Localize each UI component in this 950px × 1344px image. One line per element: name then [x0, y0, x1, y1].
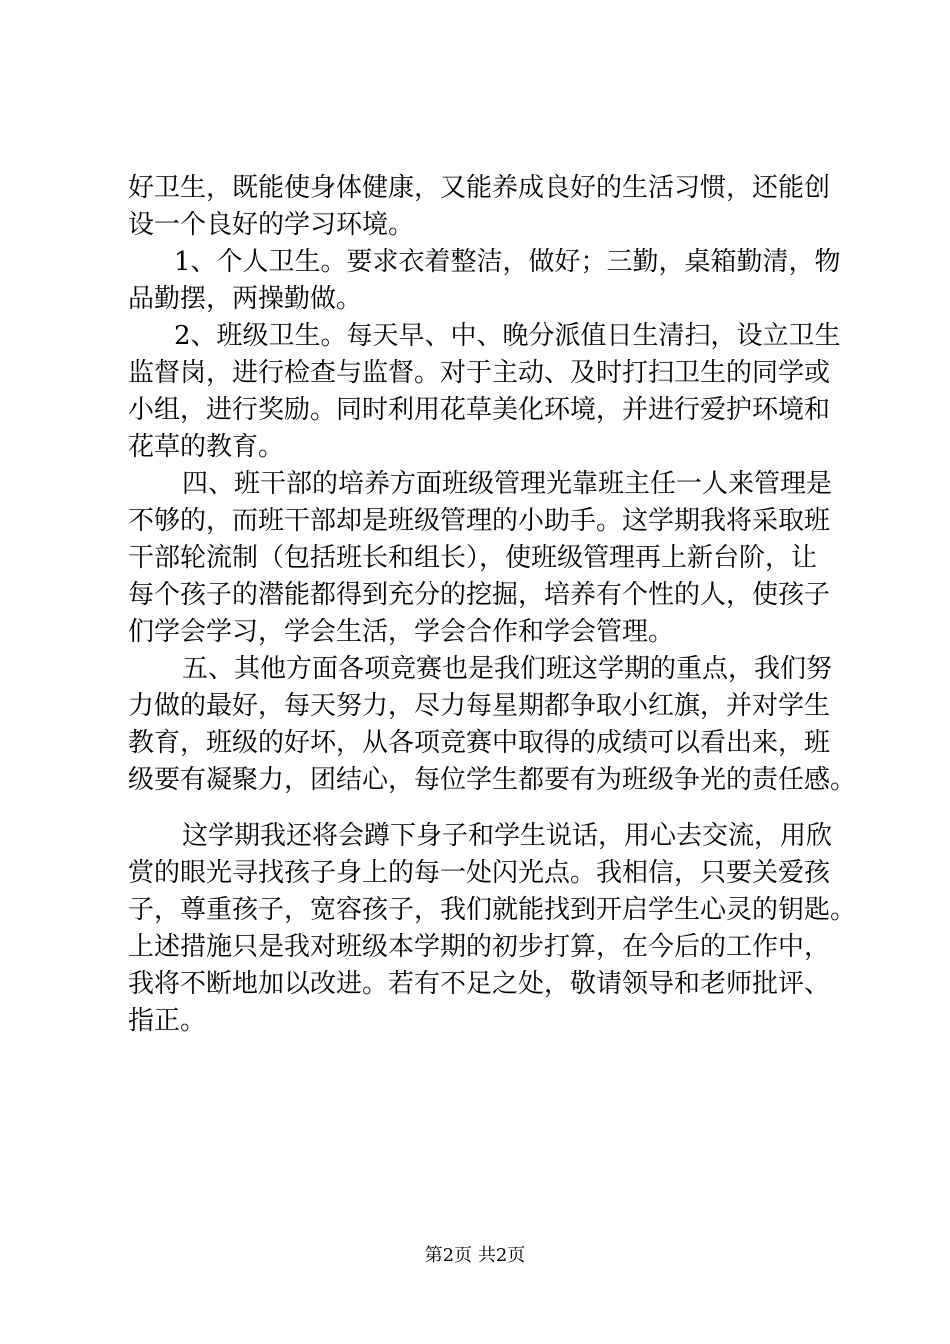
text-line-11: 干部轮流制（包括班长和组长），使班级管理再上新台阶，让: [128, 543, 818, 573]
paragraph-gap: [128, 799, 828, 818]
page-number-footer: 第2页 共2页: [424, 1245, 526, 1266]
text-line-14: 五、其他方面各项竞赛也是我们班这学期的重点，我们努: [182, 654, 833, 684]
text-line-9: 四、班干部的培养方面班级管理光靠班主任一人来管理是: [182, 469, 833, 499]
text-line-6: 监督岗，进行检查与监督。对于主动、及时打扫卫生的同学或: [128, 358, 831, 388]
text-line-21: 上述措施只是我对班级本学期的初步打算，在今后的工作中，: [128, 932, 831, 962]
text-line-16: 教育，班级的好坏，从各项竞赛中取得的成绩可以看出来，班: [128, 728, 831, 758]
text-line-15: 力做的最好，每天努力，尽力每星期都争取小红旗，并对学生: [128, 691, 831, 721]
text-line-5: 2、班级卫生。每天早、中、晚分派值日生清扫，设立卫生: [174, 321, 841, 351]
text-line-17: 级要有凝聚力，团结心，每位学生都要有为班级争光的责任感。: [128, 765, 857, 795]
text-line-10: 不够的，而班干部却是班级管理的小助手。这学期我将采取班: [128, 506, 831, 536]
text-line-22: 我将不断地加以改进。若有不足之处，敬请领导和老师批评、: [128, 969, 831, 999]
text-line-12: 每个孩子的潜能都得到充分的挖掘，培养有个性的人，使孩子: [128, 580, 831, 610]
text-line-18: 这学期我还将会蹲下身子和学生说话，用心去交流，用欣: [182, 821, 833, 851]
text-line-2: 设一个良好的学习环境。: [128, 210, 415, 240]
text-line-7: 小组，进行奖励。同时利用花草美化环境，并进行爱护环境和: [128, 395, 831, 425]
text-line-8: 花草的教育。: [128, 432, 285, 462]
text-line-20: 子，尊重孩子，宽容孩子，我们就能找到开启学生心灵的钥匙。: [128, 895, 857, 925]
text-line-3: 1、个人卫生。要求衣着整洁，做好；三勤，桌箱勤清，物: [174, 247, 841, 277]
text-line-4: 品勤摆，两操勤做。: [128, 284, 363, 314]
document-body: [128, 170, 857, 1040]
text-line-23: 指正。: [128, 1006, 207, 1036]
text-line-13: 们学会学习，学会生活，学会合作和学会管理。: [128, 617, 675, 647]
text-line-1: 好卫生，既能使身体健康，又能养成良好的生活习惯，还能创: [128, 173, 831, 203]
text-line-19: 赏的眼光寻找孩子身上的每一处闪光点。我相信，只要关爱孩: [128, 858, 831, 888]
